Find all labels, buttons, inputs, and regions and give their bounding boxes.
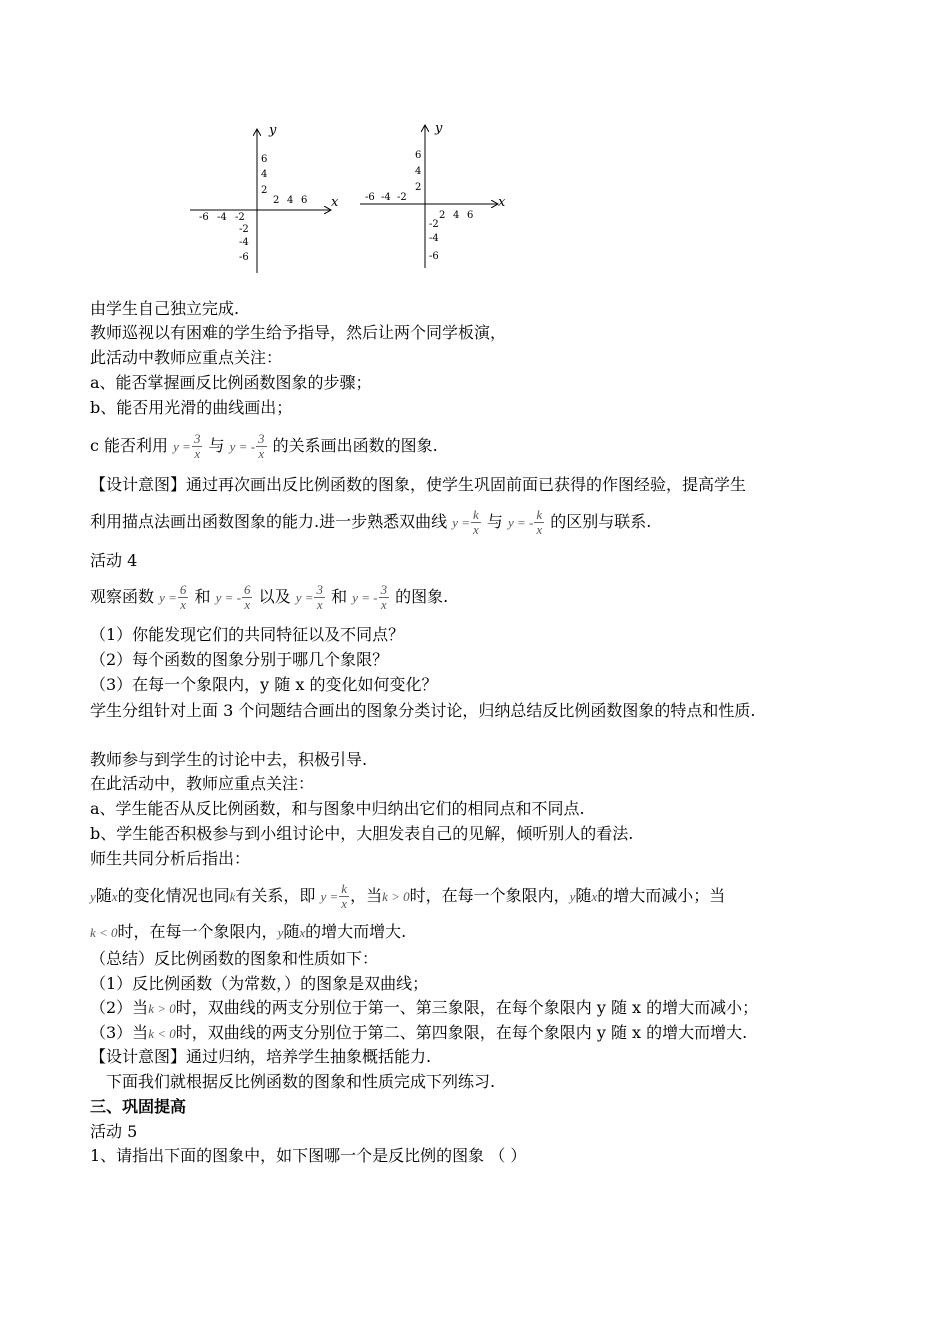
text-line-17: a、学生能否从反比例函数，和与图象中归纳出它们的相同点和不同点. xyxy=(90,799,585,818)
text-segment: 观察函数 xyxy=(90,587,155,606)
tick-x-neg-6: -6 xyxy=(199,212,209,223)
fraction-3-over-x xyxy=(379,583,390,612)
fraction-numerator: k xyxy=(536,507,543,522)
fraction-numerator: 3 xyxy=(258,431,265,446)
math-y-eq: y = xyxy=(159,590,177,605)
math-x: x xyxy=(299,925,306,940)
tick-y-neg-2: -2 xyxy=(429,219,439,230)
text-line-7: 【设计意图】通过再次画出反比例函数的图象，使学生巩固前面已获得的作图经验，提高学生 xyxy=(90,475,747,494)
text-line-18: b、学生能否积极参与到小组讨论中，大胆发表自己的见解，倾听别人的看法. xyxy=(90,824,634,843)
fraction-6-over-x xyxy=(242,583,253,612)
text-line-8 xyxy=(90,508,870,537)
y-axis-label: y xyxy=(435,121,443,136)
math-k: k xyxy=(229,889,236,904)
text-line-13: （3）在每一个象限内，y 随 x 的变化如何变化？ xyxy=(90,675,438,694)
text-line-2: 教师巡视以有困难的学生给予指导，然后让两个同学板演， xyxy=(90,323,507,342)
y-axis-label: y xyxy=(269,123,277,138)
fraction-denominator: x xyxy=(341,896,348,911)
text-segment: 时，双曲线的两支分别位于第一、第三象限，在每个象限内 y 随 x 的增大而减小； xyxy=(175,998,759,1017)
tick-y-pos-6: 6 xyxy=(261,154,268,165)
fraction-denominator: x xyxy=(180,597,187,612)
text-segment: 的增大而减小；当 xyxy=(597,886,726,905)
text-line-14: 学生分组针对上面 3 个问题结合画出的图象分类讨论，归纳总结反比例函数图象的特点和性质. xyxy=(90,701,756,720)
tick-x-pos-6: 6 xyxy=(301,195,308,206)
text-segment: 随 xyxy=(95,886,112,905)
text-line-25 xyxy=(90,1022,870,1045)
text-line-23: （1）反比例函数（为常数，）的图象是双曲线； xyxy=(90,974,429,993)
section-heading: 三、巩固提高 xyxy=(90,1097,187,1116)
text-segment: 时，在每一个象限内， xyxy=(117,922,278,941)
text-segment: （2）当 xyxy=(90,998,149,1017)
text-segment: 和 xyxy=(194,587,211,606)
fraction-numerator: 3 xyxy=(316,582,323,597)
fraction-numerator: k xyxy=(472,507,479,522)
tick-y-neg-4: -4 xyxy=(429,233,439,244)
tick-x-neg-2: -2 xyxy=(235,212,245,223)
math-y: y xyxy=(569,889,576,904)
math-k-lt-0: k < 0 xyxy=(148,1026,176,1041)
fraction-numerator: 3 xyxy=(193,431,201,446)
tick-y-neg-4: -4 xyxy=(239,237,249,248)
text-line-6 xyxy=(90,432,870,461)
x-axis-label: x xyxy=(331,195,339,210)
text-segment: （3）当 xyxy=(90,1023,149,1042)
fraction-denominator: x xyxy=(194,446,201,461)
tick-x-pos-2: 2 xyxy=(273,195,280,206)
tick-y-pos-4: 4 xyxy=(415,166,422,177)
fraction-3-over-x xyxy=(256,432,267,461)
math-k-lt-0: k < 0 xyxy=(90,925,118,940)
math-y-eq-neg: y = - xyxy=(507,515,534,530)
fraction-3-over-x xyxy=(314,583,325,612)
tick-y-pos-2: 2 xyxy=(261,185,268,196)
fraction-denominator: x xyxy=(316,597,323,612)
coordinate-axes-left xyxy=(185,118,345,278)
tick-y-pos-2: 2 xyxy=(415,182,422,193)
text-line-15: 教师参与到学生的讨论中去，积极引导. xyxy=(90,750,368,769)
math-y-eq: y = xyxy=(452,515,470,530)
math-y-eq: y = xyxy=(320,889,339,904)
math-x: x xyxy=(591,889,598,904)
math-k-gt-0: k > 0 xyxy=(148,1001,176,1016)
tick-x-neg-4: -4 xyxy=(381,192,391,203)
text-line-27: 下面我们就根据反比例函数的图象和性质完成下列练习. xyxy=(106,1072,496,1091)
fraction-k-over-x xyxy=(534,508,544,537)
tick-y-neg-2: -2 xyxy=(239,224,249,235)
text-segment: 的关系画出函数的图象. xyxy=(272,436,438,455)
text-line-16: 在此活动中，教师应重点关注： xyxy=(90,774,315,793)
axes-svg-right xyxy=(355,118,515,278)
tick-x-pos-2: 2 xyxy=(439,210,446,221)
tick-y-pos-6: 6 xyxy=(415,150,422,161)
fraction-numerator: 6 xyxy=(243,582,251,597)
math-y-eq-neg: y = - xyxy=(229,439,256,454)
axes-svg-left xyxy=(185,118,345,278)
text-segment: 与 xyxy=(486,512,503,531)
text-line-21 xyxy=(90,921,870,944)
text-line-20 xyxy=(90,882,870,911)
text-line-12: （2）每个函数的图象分别于哪几个象限？ xyxy=(90,650,389,669)
tick-y-pos-4: 4 xyxy=(261,169,268,180)
fraction-numerator: 6 xyxy=(179,582,187,597)
text-line-22: （总结）反比例函数的图象和性质如下： xyxy=(90,949,379,968)
text-segment: 的图象. xyxy=(395,587,449,606)
text-segment: 随 xyxy=(575,886,592,905)
coordinate-axes-right xyxy=(355,118,515,278)
text-line-10 xyxy=(90,583,870,612)
fraction-denominator: x xyxy=(472,522,479,537)
text-segment: c 能否利用 xyxy=(90,436,169,455)
text-line-19: 师生共同分析后指出： xyxy=(90,849,251,868)
text-line-4: a、能否掌握画反比例函数图象的步骤； xyxy=(90,373,372,392)
text-segment: 时，在每一个象限内， xyxy=(409,886,570,905)
tick-x-neg-6: -6 xyxy=(365,192,375,203)
math-k-gt-0: k > 0 xyxy=(382,889,410,904)
fraction-numerator: 3 xyxy=(380,582,388,597)
math-y: y xyxy=(90,889,96,904)
text-segment: ，当 xyxy=(350,886,383,905)
tick-x-pos-6: 6 xyxy=(467,210,474,221)
text-segment: 的区别与联系. xyxy=(550,512,652,531)
text-line-5: b、能否用光滑的曲线画出； xyxy=(90,398,293,417)
math-y-eq: y = xyxy=(173,439,191,454)
tick-y-neg-6: -6 xyxy=(429,251,439,262)
tick-x-neg-4: -4 xyxy=(217,212,227,223)
math-y-eq: y = xyxy=(295,590,314,605)
fraction-6-over-x xyxy=(178,583,189,612)
text-segment: 的变化情况也同 xyxy=(117,886,230,905)
fraction-denominator: x xyxy=(536,522,543,537)
text-segment: 和 xyxy=(331,587,348,606)
text-line-11: （1）你能发现它们的共同特征以及不同点？ xyxy=(90,625,405,644)
text-line-24 xyxy=(90,997,870,1020)
tick-x-pos-4: 4 xyxy=(287,195,294,206)
fraction-numerator: k xyxy=(341,881,348,896)
tick-x-neg-2: -2 xyxy=(397,192,407,203)
text-line-1: 由学生自己独立完成. xyxy=(90,299,240,318)
math-y-eq-neg: y = - xyxy=(215,590,241,605)
text-segment: 以及 xyxy=(258,587,291,606)
fraction-denominator: x xyxy=(380,597,387,612)
text-line-26: 【设计意图】通过归纳，培养学生抽象概括能力. xyxy=(90,1047,432,1066)
math-y-eq-neg: y = - xyxy=(352,590,378,605)
text-line-9: 活动 4 xyxy=(90,551,138,570)
fraction-denominator: x xyxy=(258,446,265,461)
text-segment: 随 xyxy=(283,922,300,941)
math-x: x xyxy=(111,889,118,904)
text-line-30: 1、请指出下面的图象中，如下图哪一个是反比例的图象 （ ） xyxy=(90,1146,527,1165)
math-y: y xyxy=(277,925,284,940)
fraction-k-over-x xyxy=(339,882,349,911)
x-axis-label: x xyxy=(498,195,506,210)
tick-y-neg-6: -6 xyxy=(239,252,249,263)
text-line-3: 此活动中教师应重点关注： xyxy=(90,348,283,367)
fraction-3-over-x xyxy=(192,432,203,461)
text-segment: 与 xyxy=(208,436,225,455)
text-segment: 有关系，即 xyxy=(235,886,316,905)
tick-x-pos-4: 4 xyxy=(453,210,460,221)
text-segment: 时，双曲线的两支分别位于第二、第四象限，在每个象限内 y 随 x 的增大而增大. xyxy=(175,1023,748,1042)
text-segment: 的增大而增大. xyxy=(305,922,407,941)
fraction-denominator: x xyxy=(244,597,251,612)
text-segment: 利用描点法画出函数图象的能力.进一步熟悉双曲线 xyxy=(90,512,448,531)
fraction-k-over-x xyxy=(471,508,481,537)
text-line-29: 活动 5 xyxy=(90,1122,138,1141)
